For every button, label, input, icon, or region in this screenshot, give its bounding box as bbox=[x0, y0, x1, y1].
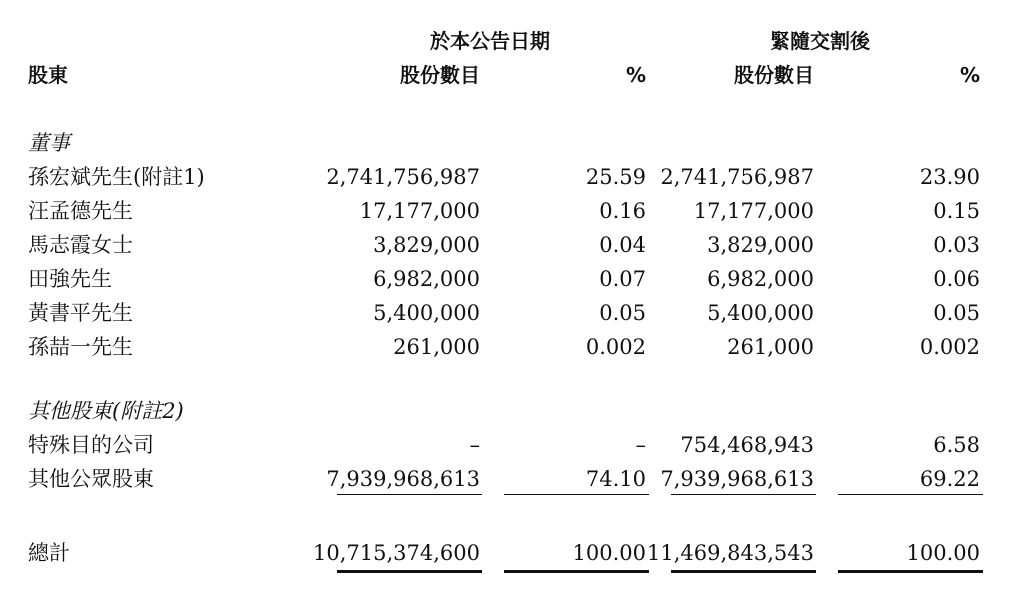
row-pct-after: 23.90 bbox=[919, 165, 980, 189]
total-shares-before: 10,715,374,600 bbox=[313, 541, 480, 565]
row-pct-after: 0.05 bbox=[933, 301, 980, 325]
row-pct-before: – bbox=[635, 433, 646, 457]
row-shares-after: 5,400,000 bbox=[707, 301, 814, 325]
total-shares-after: 11,469,843,543 bbox=[647, 541, 814, 565]
section-title-others: 其他股東(附註2) bbox=[28, 399, 184, 423]
row-shares-before: 2,741,756,987 bbox=[326, 165, 480, 189]
total-rule-pct-before bbox=[504, 570, 649, 573]
row-name: 黃書平先生 bbox=[28, 301, 133, 325]
subtotal-rule-shares-before bbox=[337, 494, 482, 495]
row-shares-after: 7,939,968,613 bbox=[660, 467, 814, 491]
section-title-directors: 董事 bbox=[28, 131, 70, 155]
col-header-shares-before: 股份數目 bbox=[400, 63, 480, 87]
col-header-shareholder: 股東 bbox=[28, 63, 68, 87]
row-shares-after: 17,177,000 bbox=[693, 199, 814, 223]
row-shares-before: 3,829,000 bbox=[373, 233, 480, 257]
total-label: 總計 bbox=[28, 541, 70, 565]
row-shares-before: 7,939,968,613 bbox=[326, 467, 480, 491]
total-pct-before: 100.00 bbox=[572, 541, 646, 565]
row-name: 特殊目的公司 bbox=[28, 433, 154, 457]
row-name: 孫宏斌先生(附註1) bbox=[28, 165, 205, 189]
row-pct-before: 0.07 bbox=[599, 267, 646, 291]
col-header-pct-after: % bbox=[959, 63, 980, 87]
row-shares-before: 261,000 bbox=[393, 335, 480, 359]
group-header-before: 於本公告日期 bbox=[430, 29, 550, 53]
subtotal-rule-pct-after bbox=[838, 494, 983, 495]
row-pct-before: 0.002 bbox=[585, 335, 646, 359]
row-name: 孫喆一先生 bbox=[28, 335, 133, 359]
total-rule-shares-before bbox=[337, 570, 482, 573]
row-pct-after: 0.06 bbox=[933, 267, 980, 291]
row-pct-after: 0.15 bbox=[933, 199, 980, 223]
group-header-after: 緊隨交割後 bbox=[770, 29, 870, 53]
row-shares-before: – bbox=[469, 433, 480, 457]
row-pct-after: 0.03 bbox=[933, 233, 980, 257]
col-header-pct-before: % bbox=[625, 63, 646, 87]
row-pct-after: 69.22 bbox=[919, 467, 980, 491]
row-shares-after: 3,829,000 bbox=[707, 233, 814, 257]
row-name: 馬志霞女士 bbox=[28, 233, 133, 257]
row-shares-after: 2,741,756,987 bbox=[660, 165, 814, 189]
row-pct-before: 0.05 bbox=[599, 301, 646, 325]
row-pct-after: 6.58 bbox=[933, 433, 980, 457]
row-shares-after: 261,000 bbox=[727, 335, 814, 359]
row-pct-before: 0.04 bbox=[599, 233, 646, 257]
total-pct-after: 100.00 bbox=[906, 541, 980, 565]
row-shares-before: 5,400,000 bbox=[373, 301, 480, 325]
row-name: 其他公眾股東 bbox=[28, 467, 154, 491]
row-name: 汪孟德先生 bbox=[28, 199, 133, 223]
col-header-shares-after: 股份數目 bbox=[734, 63, 814, 87]
row-pct-before: 25.59 bbox=[585, 165, 646, 189]
row-shares-before: 6,982,000 bbox=[373, 267, 480, 291]
row-name: 田強先生 bbox=[28, 267, 112, 291]
row-pct-before: 74.10 bbox=[585, 467, 646, 491]
subtotal-rule-shares-after bbox=[671, 494, 816, 495]
row-shares-before: 17,177,000 bbox=[359, 199, 480, 223]
row-pct-after: 0.002 bbox=[919, 335, 980, 359]
subtotal-rule-pct-before bbox=[504, 494, 649, 495]
row-pct-before: 0.16 bbox=[599, 199, 646, 223]
row-shares-after: 754,468,943 bbox=[680, 433, 814, 457]
row-shares-after: 6,982,000 bbox=[707, 267, 814, 291]
total-rule-pct-after bbox=[838, 570, 983, 573]
total-rule-shares-after bbox=[671, 570, 816, 573]
